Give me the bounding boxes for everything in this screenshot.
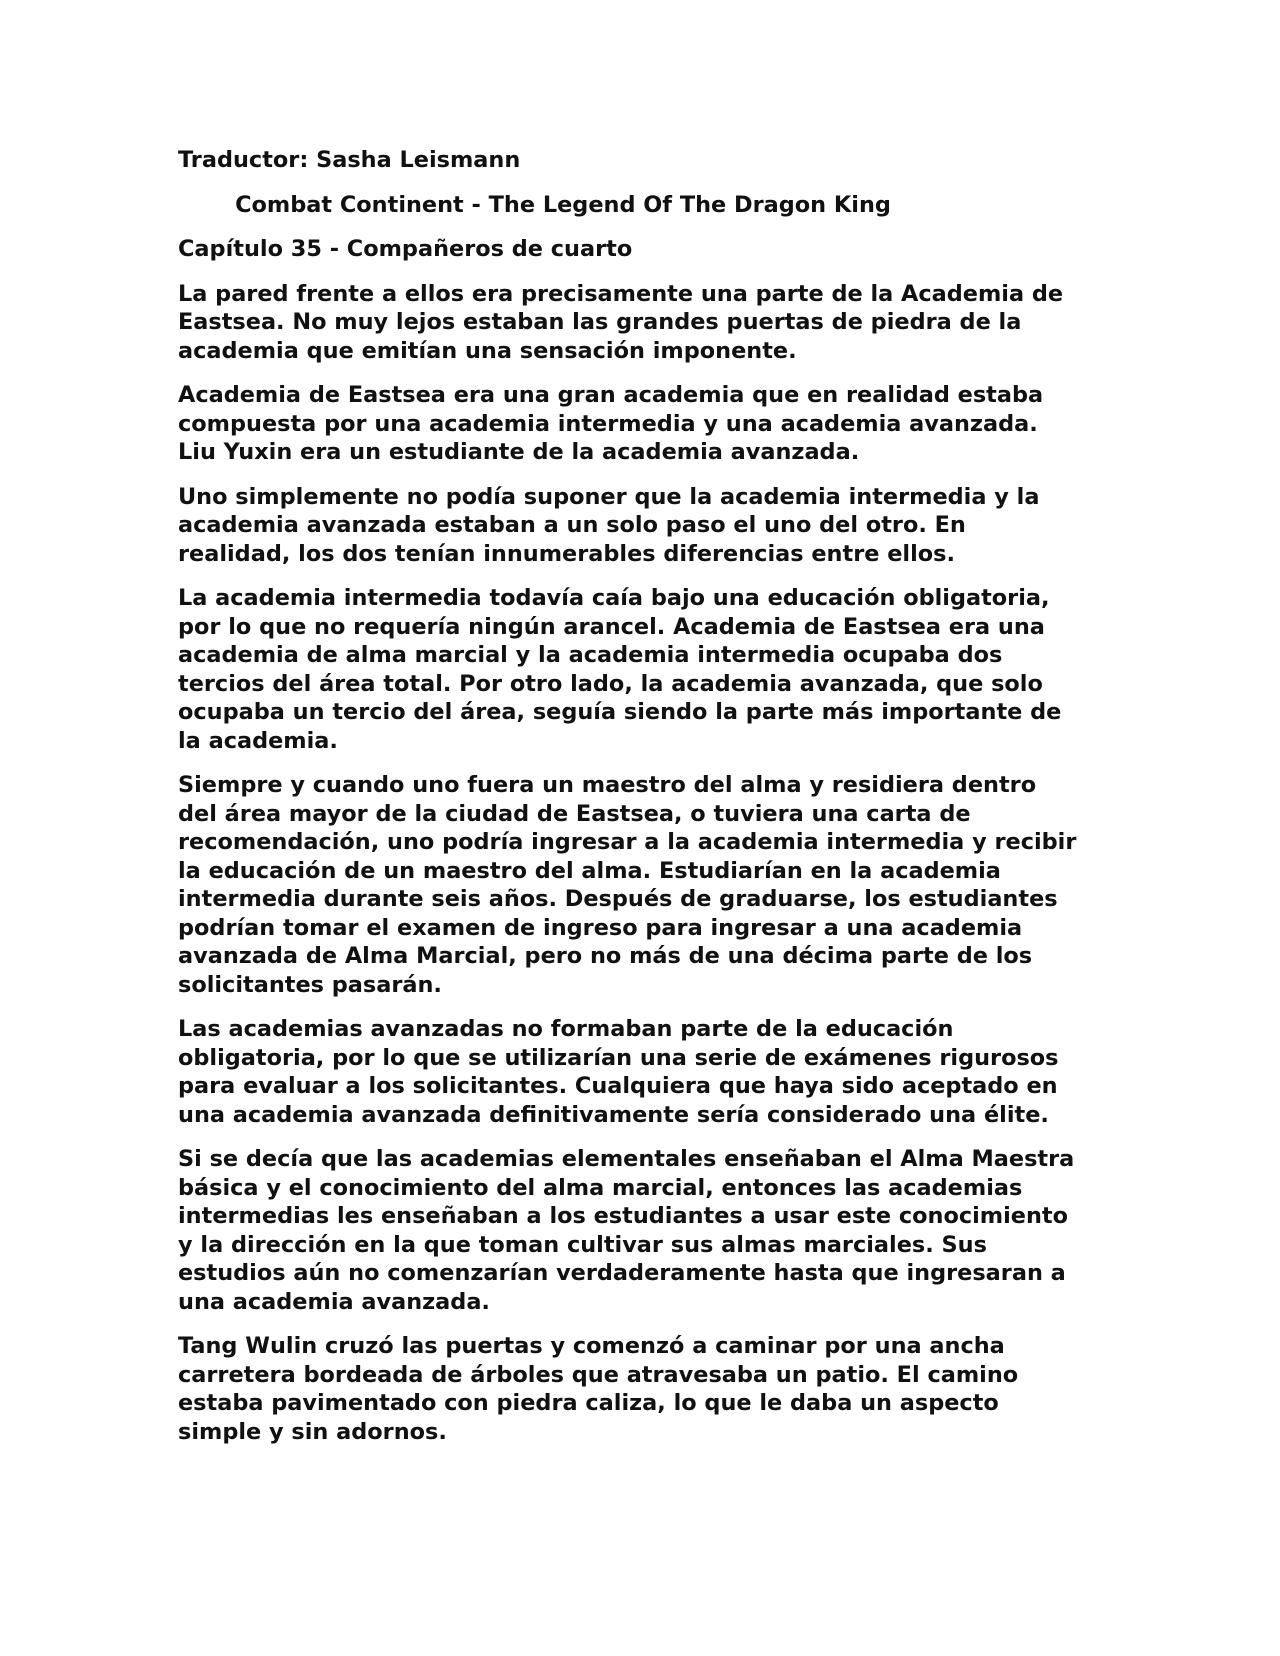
paragraph-line: tercios del área total. Por otro lado, la academia avanzada, que solo [178,670,1043,697]
paragraph-line: una academia avanzada definitivamente sería considerado una élite. [178,1101,1049,1128]
paragraph-line: Uno simplemente no podía suponer que la academia intermedia y la [178,483,1040,510]
paragraph [178,1332,1108,1446]
paragraph [178,280,1108,366]
paragraph-line: avanzada de Alma Marcial, pero no más de una décima parte de los [178,943,1033,969]
paragraph-line: academia de alma marcial y la academia intermedia ocupaba dos [178,642,1003,668]
paragraph-line: Academia de Eastsea era una gran academia que en realidad estaba [178,382,1044,408]
paragraph-line: podrían tomar el examen de ingreso para ingresar a una academia [178,914,1023,941]
paragraph-line: academia avanzada estaban a un solo paso el uno del otro. En [178,512,966,538]
paragraph-line: Si se decía que las academias elementales enseñaban el Alma Maestra [178,1146,1075,1172]
paragraph-line: estaba pavimentado con piedra caliza, lo que le daba un aspecto [178,1390,999,1416]
paragraph-line: academia que emitían una sensación imponente. [178,337,797,364]
paragraph-line: recomendación, uno podría ingresar a la academia intermedia y recibir [178,829,1077,855]
paragraph [178,771,1108,999]
paragraph-line: Siempre y cuando uno fuera un maestro del alma y residiera dentro [178,772,1037,798]
paragraph-line: ocupaba un tercio del área, seguía siendo la parte más importante de [178,699,1062,725]
paragraph-line: Tang Wulin cruzó las puertas y comenzó a caminar por una ancha [178,1333,1005,1359]
paragraph-line: una academia avanzada. [178,1288,490,1315]
paragraph-line: por lo que no requería ningún arancel. Academia de Eastsea era una [178,613,1045,640]
document-body [178,146,1108,1462]
paragraph-line: simple y sin adornos. [178,1418,447,1445]
paragraph [178,1145,1108,1316]
paragraph-line: carretera bordeada de árboles que atravesaba un patio. El camino [178,1361,1019,1388]
paragraph-line: Liu Yuxin era un estudiante de la academia avanzada. [178,439,860,465]
paragraph-line: básica y el conocimiento del alma marcial, entonces las academias [178,1174,1023,1201]
paragraph-line: y la dirección en la que toman cultivar sus almas marciales. Sus [178,1231,987,1258]
paragraph-line: compuesta por una academia intermedia y una academia avanzada. [178,410,1038,437]
paragraph-line: intermedia durante seis años. Después de graduarse, los estudiantes [178,886,1058,912]
paragraph-line: realidad, los dos tenían innumerables diferencias entre ellos. [178,540,955,567]
paragraph-line: Las academias avanzadas no formaban parte de la educación [178,1016,954,1042]
document-title: Combat Continent - The Legend Of The Dragon King [235,191,891,218]
paragraph-line: La academia intermedia todavía caía bajo una educación obligatoria, [178,585,1050,611]
paragraph-line: La pared frente a ellos era precisamente una parte de la Academia de [178,280,1064,307]
paragraph-line: solicitantes pasarán. [178,971,442,998]
paragraph [178,584,1108,755]
chapter-heading: Capítulo 35 - Compañeros de cuarto [178,236,633,262]
paragraph-line: obligatoria, por lo que se utilizarían una serie de exámenes rigurosos [178,1044,1059,1071]
paragraph-line: intermedias les enseñaban a los estudiantes a usar este conocimiento [178,1203,1069,1229]
paragraph-list [178,280,1108,1447]
paragraph-line: para evaluar a los solicitantes. Cualquiera que haya sido aceptado en [178,1073,1058,1099]
paragraph-line: la educación de un maestro del alma. Estudiarían en la academia [178,857,1001,884]
paragraph [178,1015,1108,1129]
paragraph [178,381,1108,467]
paragraph-line: estudios aún no comenzarían verdaderamente hasta que ingresaran a [178,1260,1066,1286]
paragraph [178,483,1108,569]
paragraph-line: del área mayor de la ciudad de Eastsea, o tuviera una carta de [178,800,971,827]
paragraph-line: Eastsea. No muy lejos estaban las grandes puertas de piedra de la [178,309,1022,335]
translator-credit: Traductor: Sasha Leismann [178,147,521,173]
paragraph-line: la academia. [178,727,338,754]
